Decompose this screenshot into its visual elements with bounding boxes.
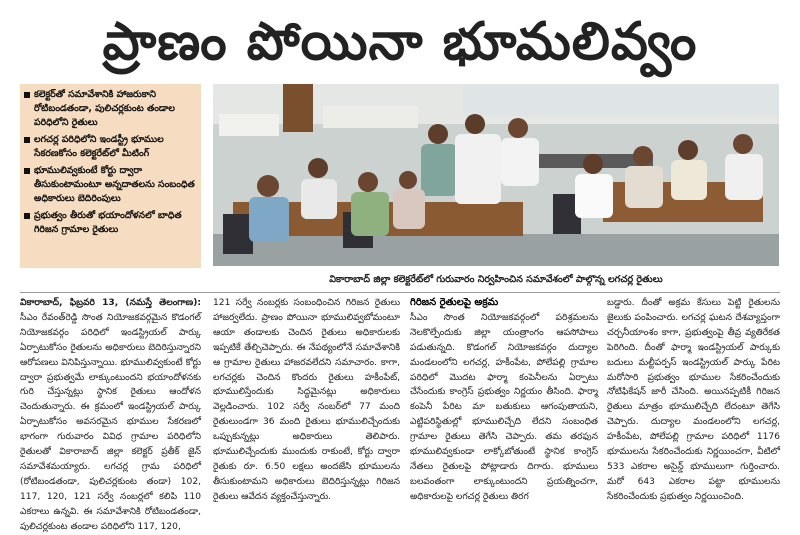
dateline: వికారాబాద్, ఫిబ్రవరి 13, (నమస్తే తెలంగాణ): bbox=[20, 298, 201, 308]
headline: ప్రాణం పోయినా భూమలివ్వం bbox=[102, 12, 698, 72]
square-bullet-icon bbox=[24, 213, 30, 219]
highlight-text: కలెక్టర్‌తో సమావేశానికి హాజరుకాని రోటిబండతండా, పులిచర్లకుంట తండాల పరిధిలోని రైతులు bbox=[34, 89, 176, 128]
article-text: బడ్డారు. దీంతో అక్రమ కేసులు పెట్టి రైతులను జైలుకు పంపించారు. లగచర్ల ఘటన దేశవ్యాప్తంగా చర్చనీయాంశం కాగా, ప్రభుత్వంపై తీవ్ర వ్యతిరేకత పెరిగింది. దీంతో ఫార్మా ఇండస్ట్రియల్ పార్కుకు బదులు మల్టీపర్పస్ ఇండస్ట్రియల్ పార్కు పేరిట మరోసారి ప్రభుత్వం భూముల సేకరించేందుకు నోటిఫికేషన్ జారీ చేసింది. అయినప్పటికీ గిరిజన రైతులు మాత్రం భూములిచ్చేది లేదంటూ తెగేసి చెప్పారు. దుద్యాల మండలంలోని లగచర్ల, హకీంపేట, పోలేపల్లి గ్రామాల పరిధిలో 1176 భూములను సేకరించేందుకు నిర్ణయించగా, వీటిలో 533 ఎకరాల అసైన్డ్ భూములుగా గుర్తించారు. మరో 643 ఎకరాల పట్టా భూములను సేకరించేందుకు ప్రభుత్వం నిర్ణయించింది. bbox=[607, 298, 780, 502]
highlights-box bbox=[20, 84, 201, 268]
highlight-item bbox=[24, 88, 197, 130]
square-bullet-icon bbox=[24, 137, 30, 143]
article-column-1 bbox=[20, 296, 201, 532]
highlight-item bbox=[24, 133, 197, 161]
article-text: 121 సర్వే నంబర్లకు సంబంధించిన గిరిజన రైతులు హాజర్వలేదు. ప్రాణం పోయినా భూములివ్వబోమంటూ ఆయా తండాలకు చెందిన రైతులు అధికారులకు ఇప్పటికే తేల్చిచెప్పారు. ఈ నేపథ్యంలోనే సమావేశానికి ఆ గ్రామాల రైతులు హాజరవలేదని సమాచారం. కాగా, లగచర్లకు చెందిన కొందరు రైతులు హకీంపేట్, భూములిస్తేందుకు సిద్ధమైనట్లు అధికారులు వెల్లడించారు. 102 సర్వే నంబర్‌లో 77 మంది రైతులుండగా 36 మంది రైతులు భూములిచ్చేందుకు ఒప్పుకున్నట్లు అధికారులు తెలిపారు. భూములిచ్చేందుకు ముందుకు రాకుంటే, కోర్టు ద్వారా రైతుకు రూ. 6.50 లక్షలు అందజేసి భూములను తీసుకుంటామని అధికారులు బెదిరిస్తున్నట్లు గిరిజన రైతులు ఆవేదన వ్యక్తంచేస్తున్నారు. bbox=[213, 298, 400, 502]
article-text: సీఎం సొంత నియోజకవర్గంలో పరిశ్రమలను నెలకొల్పేందుకు జిల్లా యంత్రాంగం ఆపసోపాలు పడుతున్నది. కొడంగల్ నియోజకవర్గం దుద్యాల మండలంలోని లగచర్ల, హకీంపేట, పోలేపల్లి గ్రామాల పరిధిలో మొదట ఫార్మా కంపెనీలను ఏర్పాటు చేసేందుకు కాంగ్రెస్ ప్రభుత్వం నిర్ణయం తీసింది. ఫార్మా కంపెనీ పేరిట మా బతుకులు ఆగంపుతాయని, ఎట్టిపరిస్థితుల్లో భూములిచ్చేది లేదని సంబంధిత గ్రామాల రైతులు తెగేసి చెప్పారు. తమ తరఫున భూములివ్వకుండా లాక్కోబోతుంటే స్థానిక కాంగ్రెస్ నేతలు రైతులపై పోట్లాడారు దిగారు. భూములు బలవంతంగా లాక్కుంటుందని ప్రయత్నించగా, అధికారులపై లగచర్ల రైతులు తిరగ bbox=[410, 312, 598, 502]
highlight-text: ప్రభుత్వం తీరుతో భయాందోళనలో బాధిత గిరిజన గ్రామాల రైతులు bbox=[34, 210, 182, 235]
article-text: సీఎం రేవంత్‌రెడ్డి సొంత నియోజకవర్గమైన కొడంగల్ నియోజకవర్గం పరిధిలో ఇండస్ట్రియల్ పార్కు ఏర్పాటుకోసం రైతులను అధికారులు బెదిరిస్తున్నారని ఆరోపణలు వినిపిస్తున్నాయి. భూములివ్వకుంటే కోర్టు ద్వారా ప్రభుత్వమే లాక్కుంటుందని భయాందోళనకు గురి చేస్తున్నట్లు స్థానిక రైతులు ఆందోళన చెందుతున్నారు. ఈ క్రమంలో ఇండస్ట్రియల్ పార్కు ఏర్పాటుకోసం అవసరమైన భూముల సేకరణలో భాగంగా గురువారం వివిధ గ్రామాల పరిధిలోని రైతులతో వికారాబాద్ జిల్లా కలెక్టర్ ప్రతీక్ జైన్ సమావేశమయ్యారు. లగచర్ల గ్రామ పరిధిలో (రోటిబండతండా, పులిచర్లకుంట తండా) 102, 117, 120, 121 సర్వే నంబర్లలో కలిపి 110 ఎకరాలు ఉన్నవి. ఈ సమావేశానికి రోటిబండతండా, పులిచర్లకుంట తండాల పరిధిలోని 117, 120, bbox=[20, 312, 201, 532]
square-bullet-icon bbox=[24, 168, 30, 174]
photo-caption: వికారాబాద్ జిల్లా కలెక్టరేట్‌లో గురువారం నిర్వహించిన సమావేశంలో పాల్గొన్న లగచర్ల రైతులు bbox=[329, 274, 663, 285]
highlight-text: లగచర్ల పరిధిలోని ఇండస్ట్రీ భూముల సేకరణకోసం కలెక్టరేట్‌లో మీటింగ్ bbox=[34, 134, 164, 159]
highlight-item bbox=[24, 209, 197, 237]
article-column-2 bbox=[213, 296, 400, 511]
highlight-item bbox=[24, 164, 197, 206]
divider bbox=[20, 292, 780, 293]
article-column-4 bbox=[607, 296, 780, 511]
article-column-3 bbox=[410, 296, 598, 511]
subheading: గిరిజన రైతులపై అక్రమ bbox=[410, 297, 499, 308]
square-bullet-icon bbox=[24, 92, 30, 98]
highlight-text: భూములివ్వకుంటే కోర్టు ద్వారా తీసుకుంటామంటూ అన్నదాతలను సంబంధిత అధికారులు బెదిరింపులు bbox=[34, 165, 195, 204]
meeting-photo bbox=[213, 84, 779, 266]
